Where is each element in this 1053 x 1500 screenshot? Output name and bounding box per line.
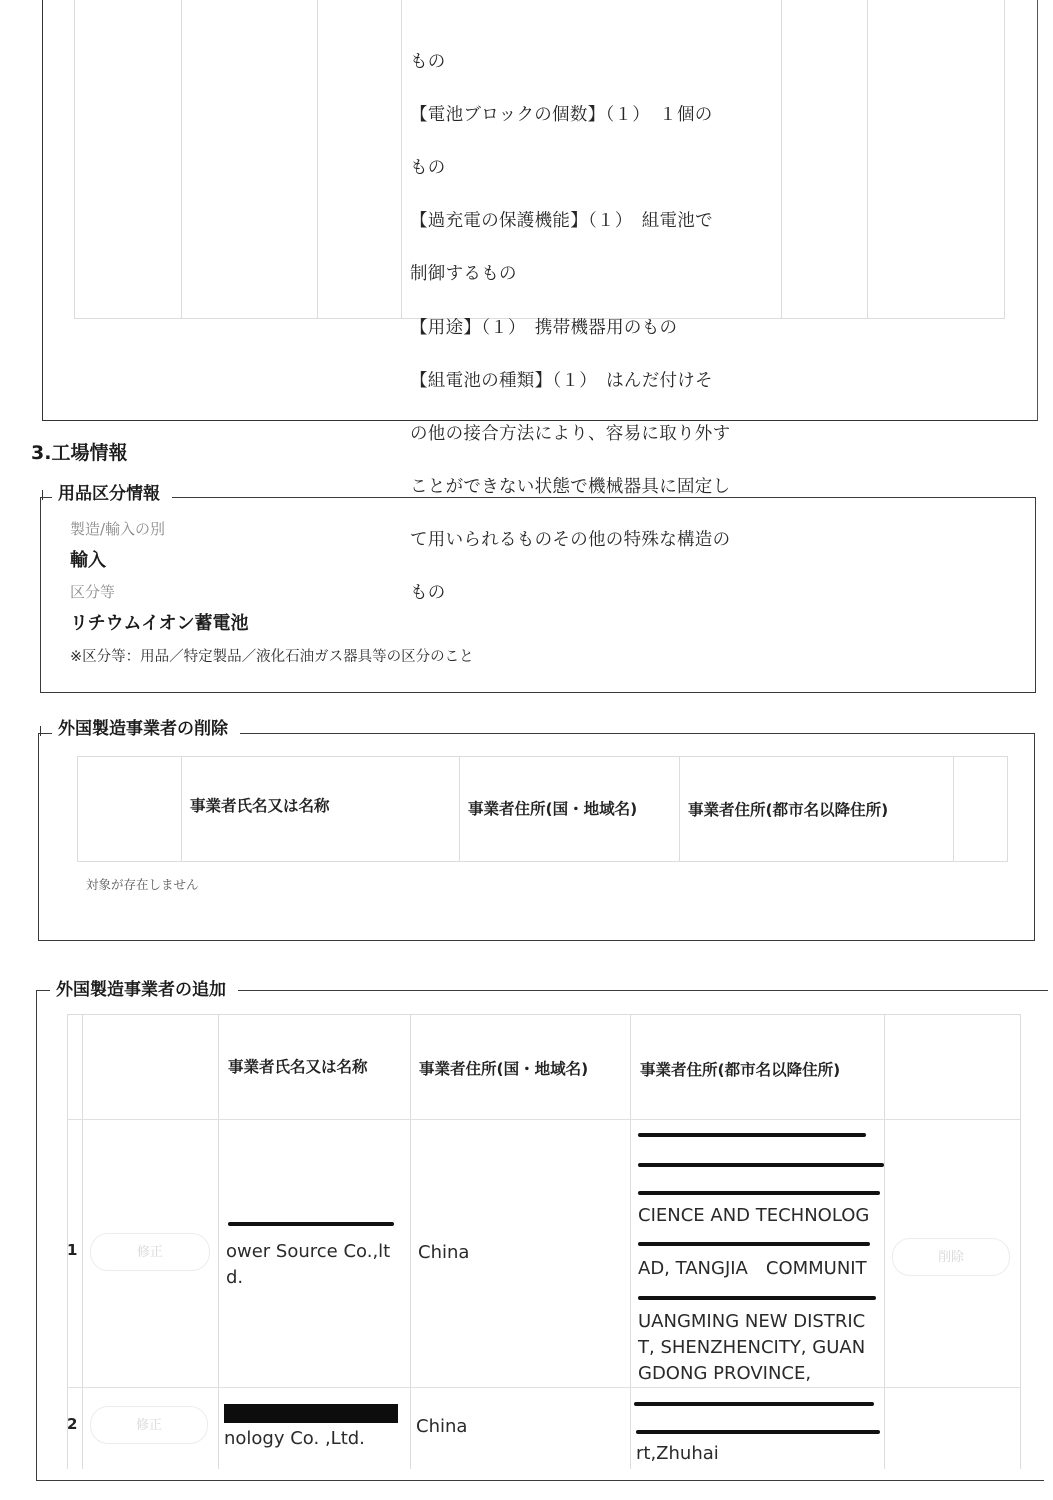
table-divider [317, 0, 318, 318]
legend-tick [40, 726, 41, 736]
category-label: 区分等 [70, 583, 116, 601]
redaction-strike [228, 1222, 394, 1226]
col-name-header: 事業者氏名又は名称 [228, 1058, 368, 1076]
mfg-import-value: 輸入 [70, 550, 106, 571]
address-line: UANGMING NEW DISTRIC [638, 1311, 866, 1332]
col-country-header: 事業者住所(国・地域名) [419, 1060, 589, 1078]
spec-line: もの [410, 51, 446, 72]
table-divider [181, 0, 182, 318]
spec-line: て用いられるものその他の特殊な構造の [410, 530, 731, 551]
edit-button[interactable]: 修正 [90, 1233, 210, 1271]
manufacturer-name: ower Source Co.,lt [226, 1241, 391, 1262]
table-divider [781, 0, 782, 318]
redaction-strike [638, 1133, 866, 1137]
col-country-header: 事業者住所(国・地域名) [468, 800, 638, 818]
redaction-strike [634, 1402, 874, 1406]
table-divider [884, 1015, 885, 1469]
section-title: 3.工場情報 [31, 442, 128, 464]
table-divider [679, 757, 680, 861]
address-line: GDONG PROVINCE, [638, 1363, 812, 1384]
table-divider [82, 1015, 83, 1469]
empty-message: 対象が存在しません [86, 877, 199, 892]
legend-tick [42, 490, 43, 500]
deletion-legend: 外国製造事業者の削除 [52, 714, 240, 739]
manufacturer-name: d. [226, 1267, 244, 1288]
table-divider [459, 757, 460, 861]
redaction-strike [638, 1296, 876, 1300]
redaction-block [224, 1404, 398, 1423]
redaction-strike [636, 1430, 880, 1434]
address-line: CIENCE AND TECHNOLOG [638, 1205, 870, 1226]
delete-button[interactable]: 削除 [892, 1238, 1010, 1276]
spec-line: 【電池ブロックの個数】（１） １個の [410, 104, 713, 125]
spec-line: 【過充電の保護機能】（１） 組電池で [410, 211, 713, 232]
table-divider [953, 757, 954, 861]
spec-line: の他の接合方法により、容易に取り外す [410, 423, 731, 444]
spec-line: 【組電池の種類】（１） はんだ付けそ [410, 370, 713, 391]
table-divider [401, 0, 402, 318]
redaction-strike [638, 1191, 880, 1195]
col-address-header: 事業者住所(都市名以降住所) [688, 801, 889, 819]
spec-line: もの [410, 583, 446, 604]
redaction-strike [638, 1163, 884, 1167]
table-divider [218, 1015, 219, 1469]
row-number: 2 [67, 1415, 78, 1433]
address-line: T, SHENZHENCITY, GUAN [638, 1337, 866, 1358]
spec-line: もの [410, 157, 446, 178]
category-value: リチウムイオン蓄電池 [70, 613, 249, 634]
row-number: 1 [67, 1241, 78, 1259]
spec-line: ことができない状態で機械器具に固定し [410, 477, 731, 498]
table-divider [181, 757, 182, 861]
edit-button[interactable]: 修正 [90, 1406, 208, 1444]
manufacturer-name: nology Co. ,Ltd. [224, 1428, 365, 1449]
col-name-header: 事業者氏名又は名称 [190, 797, 330, 815]
spec-line: 【用途】（１） 携帯機器用のもの [410, 317, 678, 338]
row-divider [68, 1387, 1020, 1388]
table-divider [867, 0, 868, 318]
country: China [416, 1416, 468, 1437]
redaction-strike [638, 1242, 870, 1246]
table-divider [410, 1015, 411, 1469]
country: China [418, 1242, 470, 1263]
col-address-header: 事業者住所(都市名以降住所) [640, 1061, 841, 1079]
table-divider [630, 1015, 631, 1469]
mfg-import-label: 製造/輸入の別 [70, 520, 166, 538]
address-line: AD, TANGJIA COMMUNIT [638, 1258, 867, 1279]
address-line: rt,Zhuhai [636, 1443, 719, 1464]
addition-table [67, 1014, 1021, 1469]
addition-bottom-rule [36, 1480, 1044, 1481]
addition-legend: 外国製造事業者の追加 [50, 975, 238, 1000]
addition-left-rule [36, 990, 37, 1480]
spec-line: 制御するもの [410, 264, 517, 285]
product-class-legend: 用品区分情報 [52, 479, 172, 504]
category-note: ※区分等：用品／特定製品／液化石油ガス器具等の区分のこと [70, 649, 474, 665]
row-divider [68, 1119, 1020, 1120]
